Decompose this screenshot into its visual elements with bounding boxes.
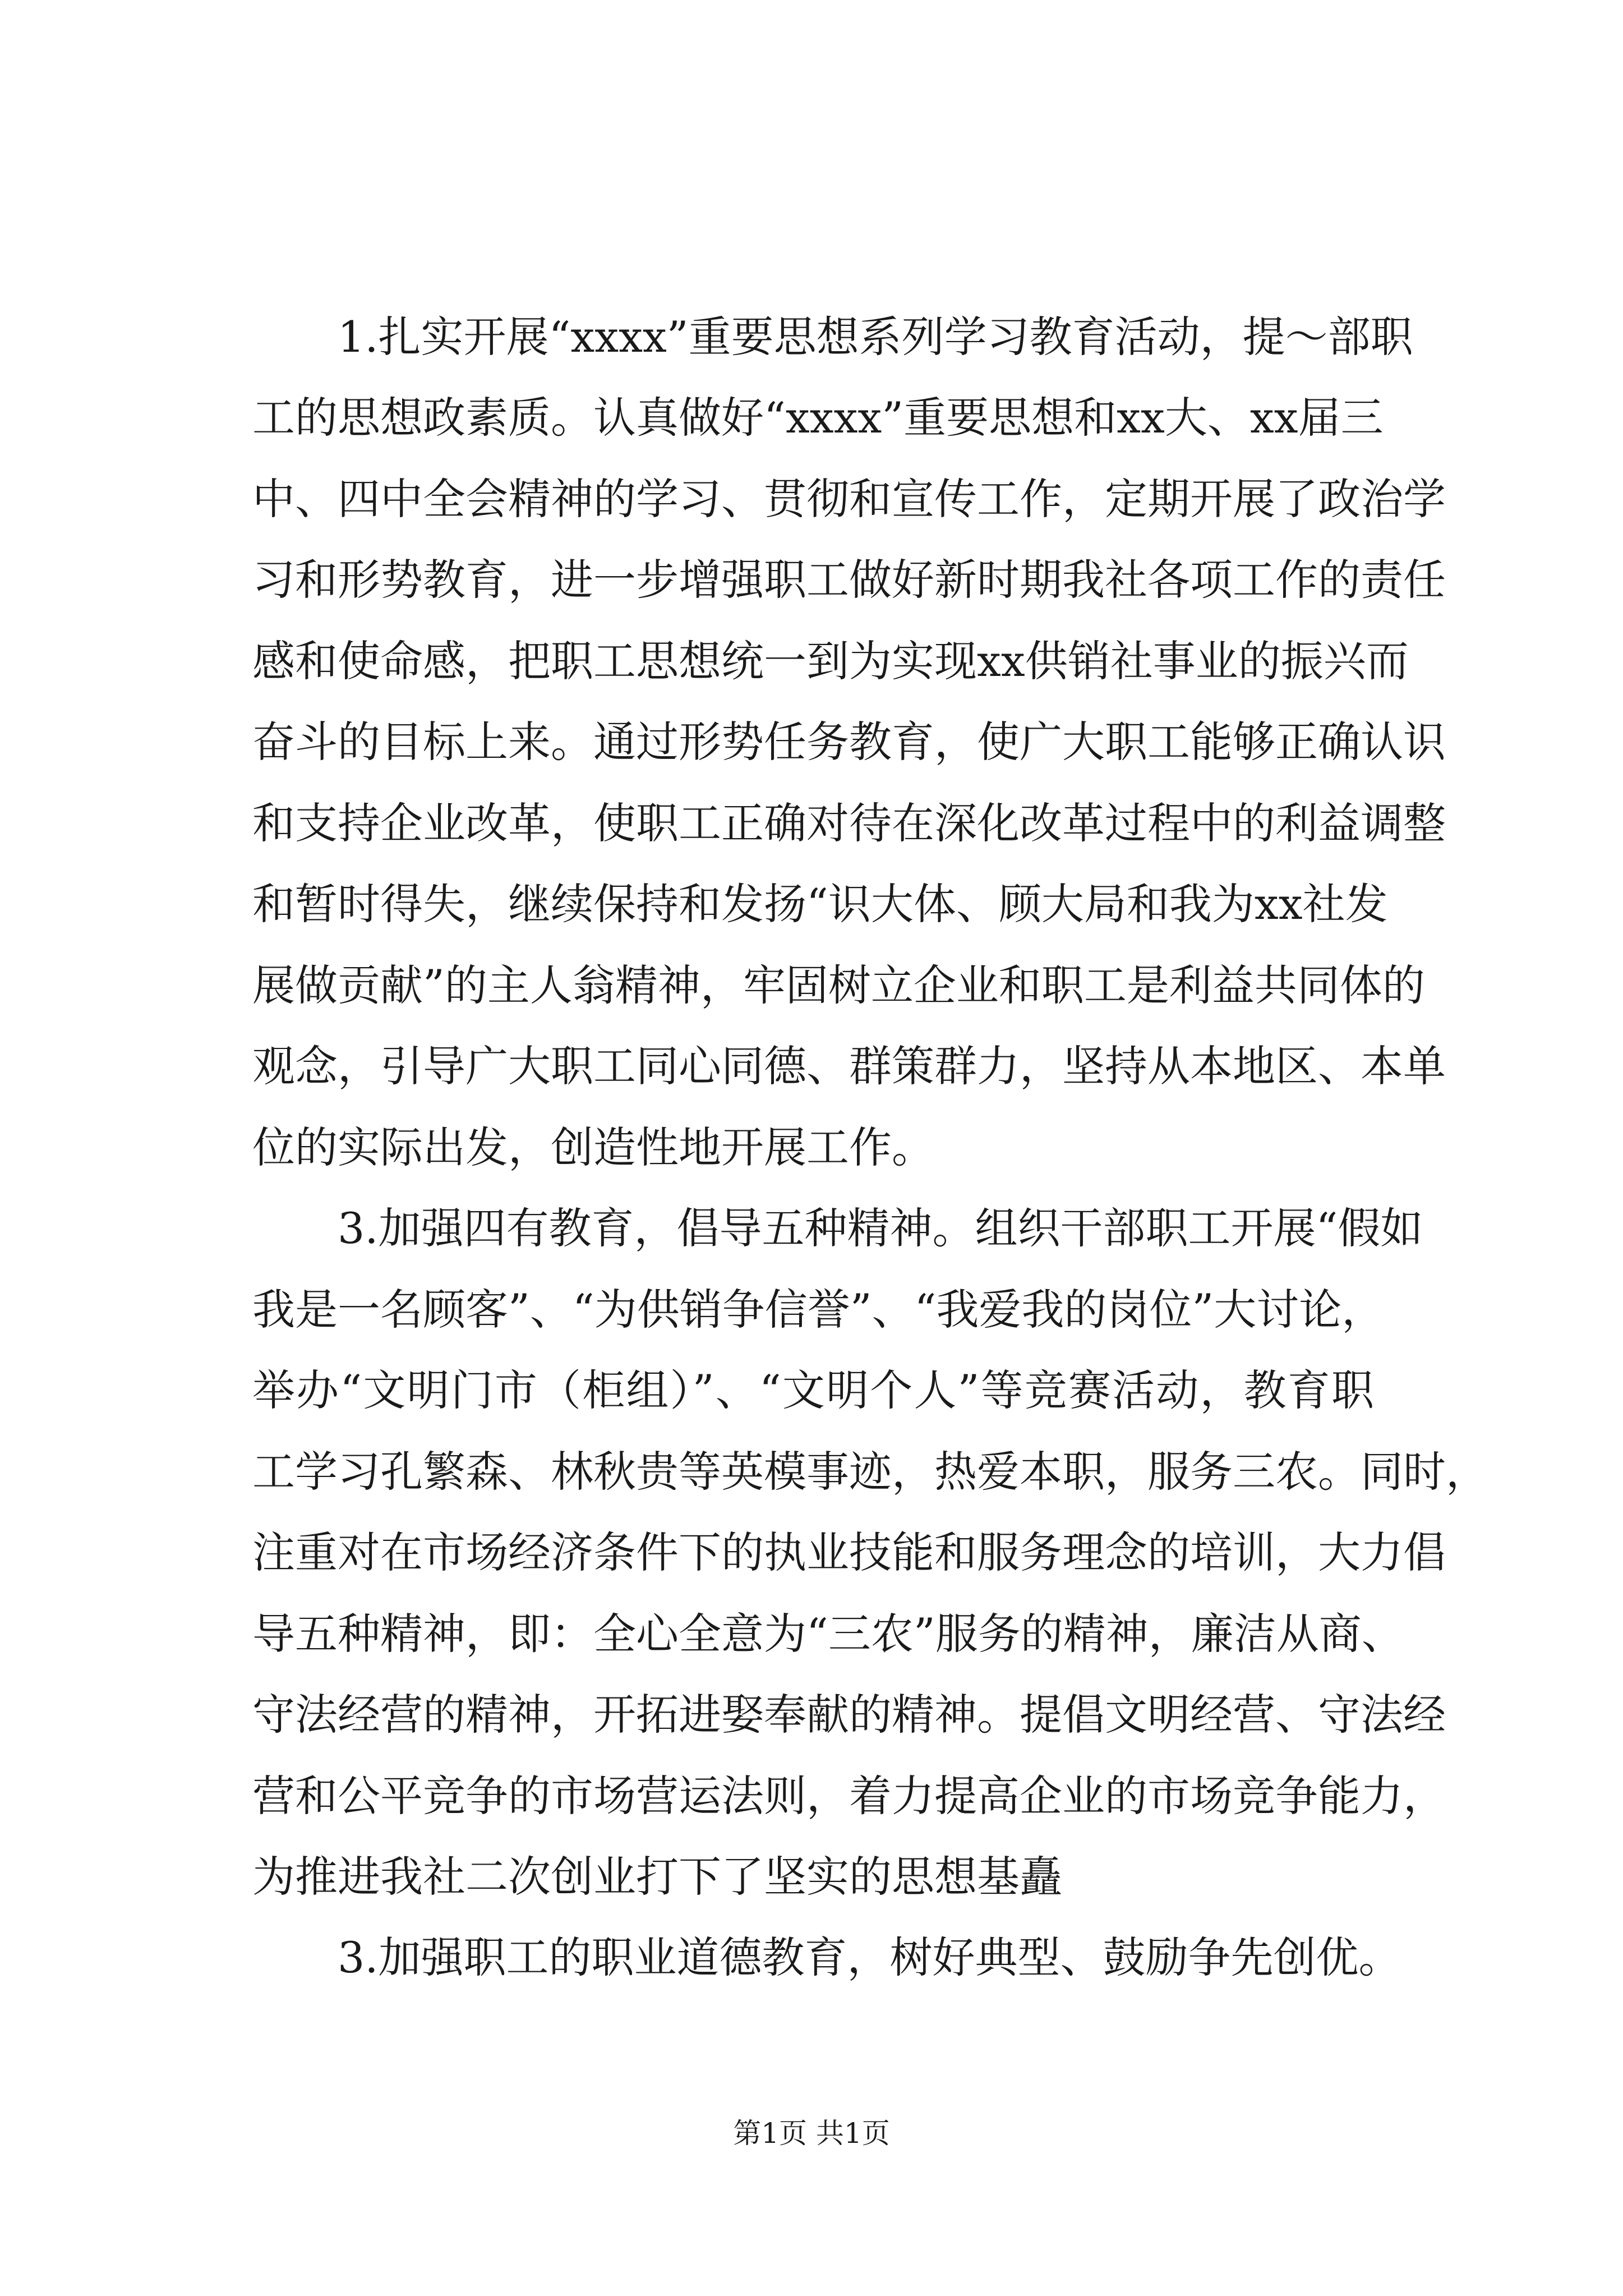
text-line: 工的思想政素质。认真做好“xxxx”重要思想和xx大、xx届三 [252,393,1384,443]
page-number-footer: 第1页 共1页 [733,2117,890,2150]
text-line: 1.扎实开展“xxxx”重要思想系列学习教育活动，提～部职 [338,312,1413,362]
text-line: 观念，引导广大职工同心同德、群策群力，坚持从本地区、本单 [252,1041,1446,1091]
text-line: 营和公平竞争的市场营运法则，着力提高企业的市场竞争能力， [252,1771,1446,1821]
text-line: 3.加强职工的职业道德教育，树好典型、鼓励争先创优。 [338,1932,1401,1982]
text-line: 注重对在市场经济条件下的执业技能和服务理念的培训，大力倡 [252,1527,1446,1577]
text-line: 位的实际出发，创造性地开展工作。 [252,1122,934,1172]
text-line: 3.加强四有教育，倡导五种精神。组织干部职工开展“假如 [338,1203,1423,1253]
text-line: 导五种精神，即：全心全意为“三农”服务的精神，廉洁从商、 [252,1609,1404,1659]
text-line: 我是一名顾客”、“为供销争信誉”、“我爱我的岗位”大讨论， [252,1285,1385,1335]
text-line: 和暂时得失，继续保持和发扬“识大体、顾大局和我为xx社发 [252,879,1388,929]
text-line: 中、四中全会精神的学习、贯彻和宣传工作，定期开展了政治学 [252,474,1446,524]
text-line: 举办“文明门市（柜组）”、“文明个人”等竞赛活动，教育职 [252,1365,1374,1415]
text-line: 和支持企业改革，使职工正确对待在深化改革过程中的利益调整 [252,798,1446,848]
text-line: 守法经营的精神，开拓进娶奉献的精神。提倡文明经营、守法经 [252,1690,1446,1740]
text-line: 奋斗的目标上来。通过形势任务教育，使广大职工能够正确认识 [252,717,1446,767]
text-line: 感和使命感，把职工思想统一到为实现xx供销社事业的振兴而 [252,636,1409,686]
text-line: 习和形势教育，进一步增强职工做好新时期我社各项工作的责任 [252,555,1446,605]
text-line: 为推进我社二次创业打下了坚实的思想基矗 [252,1852,1062,1902]
text-line: 展做贡献”的主人翁精神，牢固树立企业和职工是利益共同体的 [252,960,1425,1010]
text-line: 工学习孔繁森、林秋贵等英模事迹，热爱本职，服务三农。同时， [252,1447,1488,1497]
